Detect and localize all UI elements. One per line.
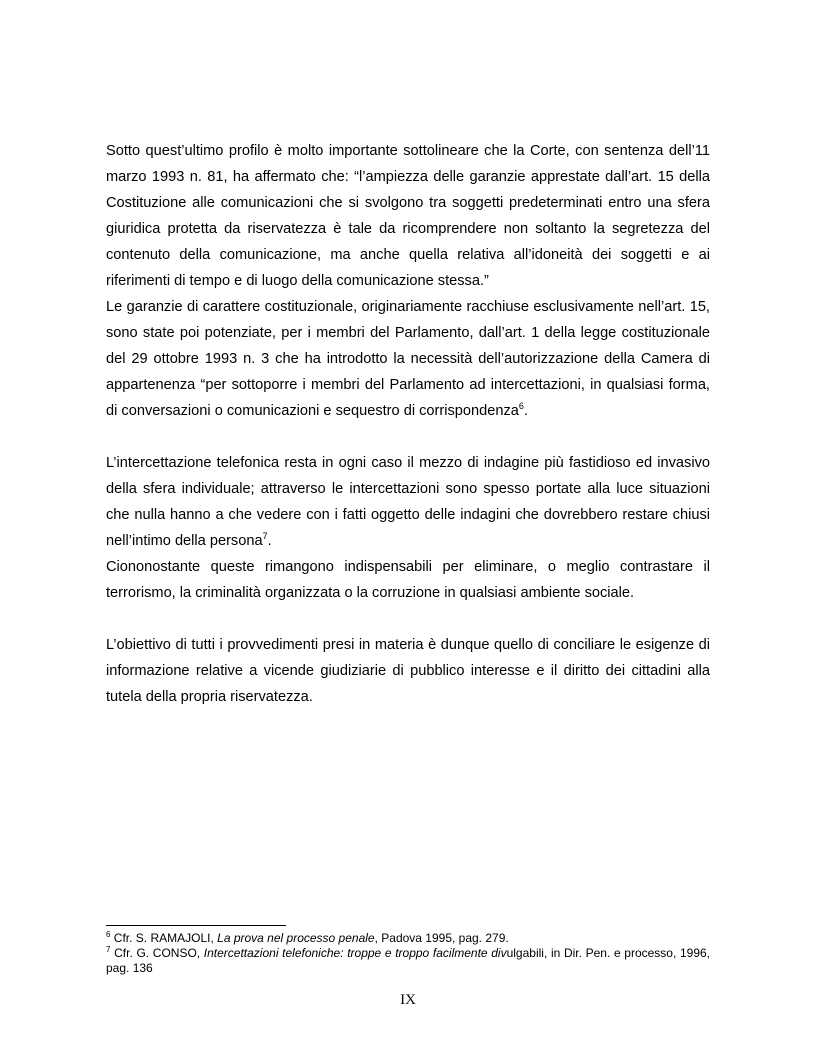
footnote-number: 7 — [106, 945, 111, 954]
footnote-title: Intercettazioni telefoniche: troppe e troppo facilmente div — [203, 946, 507, 960]
footnote-separator — [106, 925, 286, 926]
paragraph-2: Le garanzie di carattere costituzionale, originariamente racchiuse esclusivamente nell’art. 15, sono state poi potenziate, per i membri del Parlamento, dall’art. 1 della legge costituzionale del 29 ottobre 1993 n. 3 che ha introdotto la necessità dell’autorizzazione della Camera di appartenenza “per sottoporre i membri del Parlamento ad intercettazioni, in qualsiasi forma, di conversazioni o comunicazioni e sequestro di corrispondenza$^6$. — [106, 299, 710, 419]
paragraph-3: L’intercettazione telefonica resta in ogni caso il mezzo di indagine più fastidioso ed invasivo della sfera individuale; attraverso le intercettazioni sono spesso portate alla luce situazioni che nulla hanno a che vedere con i fatti oggetto delle indagini che dovrebbero restare chiusi nell’intimo della persona$^7$. — [106, 455, 710, 549]
page-number: IX — [400, 992, 416, 1008]
footnote-ref-6[interactable]: 6 — [518, 401, 524, 412]
footnote-7: $^7$ Cfr. G. CONSO, Intercettazioni telefoniche: troppe e troppo facilmente divulgabili, in Dir. Pen. e processo, 1996, pag. 136 — [106, 945, 711, 975]
footnotes — [106, 931, 710, 976]
footnote-ref-7[interactable]: 7 — [262, 531, 268, 542]
paragraph-4: Ciononostante queste rimangono indispensabili per eliminare, o meglio contrastare il terrorismo, la criminalità organizzata o la corruzione in qualsiasi ambiente sociale. — [106, 559, 710, 601]
footnote-6: $^6$ Cfr. S. RAMAJOLI, La prova nel processo penale, Padova 1995, pag. 279. — [106, 930, 509, 945]
paragraph-1: Sotto quest’ultimo profilo è molto importante sottolineare che la Corte, con sentenza dell’11 marzo 1993 n. 81, ha affermato che: “l’ampiezza delle garanzie apprestate dall’art. 15 della Costituzione alle comunicazioni che si svolgono tra soggetti predeterminati entro una sfera giuridica protetta da riservatezza è tale da ricomprendere non soltanto la segretezza del contenuto della comunicazione, ma anche quella relativa all’idoneità dei soggetti e ai riferimenti di tempo e di luogo della comunicazione stessa.” — [106, 143, 710, 289]
footnote-number: 6 — [106, 930, 111, 939]
footnote-title: La prova nel processo penale — [217, 931, 375, 945]
body-text — [106, 138, 710, 710]
paragraph-5: L’obiettivo di tutti i provvedimenti presi in materia è dunque quello di conciliare le esigenze di informazione relative a vicende giudiziarie di pubblico interesse e il diritto dei cittadini alla tutela della propria riservatezza. — [106, 637, 710, 705]
